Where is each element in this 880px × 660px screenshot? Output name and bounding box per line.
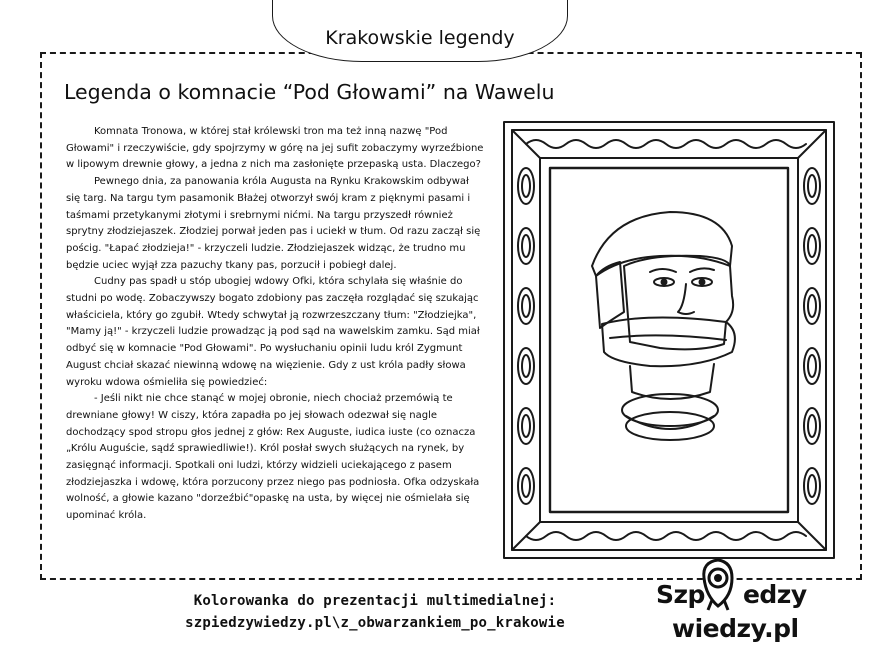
header-tab-label: Krakowskie legendy xyxy=(325,27,515,49)
logo-top-text: Szp edzy xyxy=(656,580,807,609)
framed-head-illustration xyxy=(500,116,840,570)
collar-fold xyxy=(626,416,714,429)
frame-outer-inner-line xyxy=(512,130,826,550)
footer-line-2: szpiedzywiedzy.pl\z_obwarzankiem_po_krakowie xyxy=(185,615,565,631)
head-eyebrows xyxy=(650,268,714,272)
frame-inner-edge xyxy=(550,168,788,512)
head-cap-side xyxy=(596,262,624,328)
frame-right-ovals xyxy=(804,168,820,504)
logo-eye-icon xyxy=(698,556,738,612)
frame-corner-lines xyxy=(512,130,826,550)
header-tab xyxy=(272,0,568,62)
head-cap xyxy=(592,212,732,276)
head-nose xyxy=(678,284,694,314)
story-paragraph: Pewnego dnia, za panowania króla Augusta na Rynku Krakowskim odbywał się targ. Na targu tym pasamonik Błażej otworzył swój kram z pięknymi pasami i taśmami przetykanymi złotymi i srebrnymi nićmi. Na targu przyszedł również sprytny złodziejaszek. Złodziej porwał jeden pas i uciekł w tłum. Od razu zaczął się pościg. "Łapać złodzieja!" - krzyczeli ludzie. Złodziejaszek widząc, że trudno mu będzie uciec wyjął zza pazuchy tkany pas, porzucił i pobiegł dalej. xyxy=(66,176,481,271)
footer-line-1: Kolorowanka do prezentacji multimedialnej: xyxy=(193,593,557,609)
frame-outer-edge xyxy=(504,122,834,558)
head-gag-cloth xyxy=(602,317,735,366)
legend-story xyxy=(66,124,486,525)
story-paragraph: Komnata Tronowa, w której stał królewski tron ma też inną nazwę "Pod Głowami" i rzeczywiście, gdy spojrzymy w górę na jej sufit zobaczymy wyrzeźbione w lipowym drewnie głowy, a jedna z nich ma zasłonięte przepaską usta. Dlaczego? xyxy=(66,126,484,171)
logo-bottom-text: wiedzy.pl xyxy=(672,614,799,643)
gag-fold xyxy=(610,335,726,340)
story-paragraph: - Jeśli nikt nie chce stanąć w mojej obronie, niech chociaż przemówią te drewniane głowy! W ciszy, która zapadła po jej słowach odezwał się nagle dochodzący spod stropu głos jednej z głów: Rex Auguste, iudica iuste (co oznacza „Królu Auguście, sądź sprawiedliwie!). Król posłał swych służących na rynek, by zasięgnąć informacji. Spotkali oni ludzi, którzy widzieli uciekającego z pasem złodziejaszka i wdowę, która porzucony przez niego pas podniosła. Ofka odzyskała wolność, a głowie kazano "dorzeźbić"opaskę na usta, by więcej nie ośmielała się upominać króla. xyxy=(66,393,480,522)
site-logo xyxy=(650,556,807,648)
footer-note xyxy=(150,590,600,634)
page-title: Legenda o komnacie “Pod Głowami” na Wawelu xyxy=(64,80,555,104)
coloring-picture xyxy=(500,116,840,566)
frame-left-ovals xyxy=(518,168,534,504)
frame-bottom-ornament xyxy=(526,532,806,540)
frame-top-ornament xyxy=(526,140,806,148)
story-paragraph: Cudny pas spadł u stóp ubogiej wdowy Ofki, która schylała się właśnie do studni po wodę. Zobaczywszy bogato zdobiony pas zaczęła rozglądać się szukając właściciela, który go zgubił. Wtedy schwytał ją rozwrzeszczany tłum: "Złodziejka", "Mamy ją!" - krzyczeli ludzie prowadząc ją pod sąd na wawelskim zamku. Sąd miał odbyć się w komnacie "Pod Głowami". Po wysłuchaniu opinii ludu król Zygmunt August chciał skazać niewinną wdowę na więzienie. Gdy z ust króla padły słowa wyroku wdowa ośmieliła się powiedzieć: xyxy=(66,276,480,388)
